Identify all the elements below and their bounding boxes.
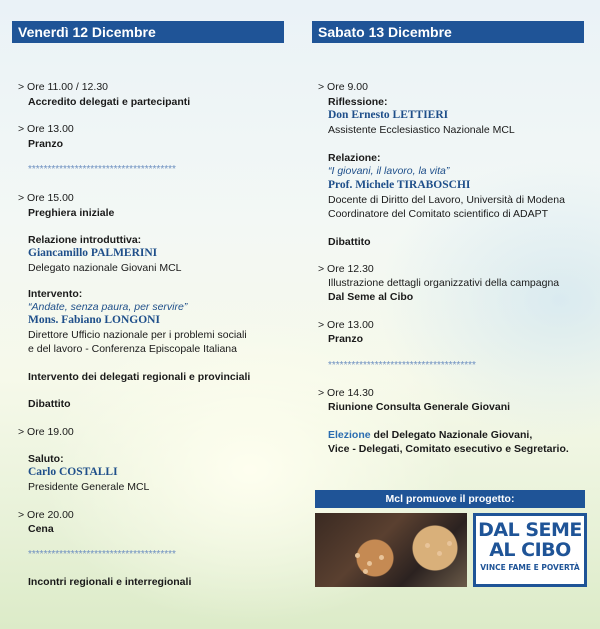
friday-time-1: > Ore 11.00 / 12.30	[18, 81, 108, 93]
seed-shape	[425, 543, 430, 548]
friday-relazione-person: Giancamillo PALMERINI	[28, 247, 158, 259]
elezione-rest: del Delegato Nazionale Giovani,	[370, 429, 533, 441]
friday-saluto-label: Saluto:	[28, 453, 64, 465]
seed-shape	[355, 553, 360, 558]
friday-time-5: > Ore 20.00	[18, 509, 74, 521]
hands-with-seeds-photo	[315, 513, 467, 587]
saturday-relazione-label: Relazione:	[328, 152, 381, 164]
seed-shape	[437, 551, 442, 556]
saturday-relazione-person: Prof. Michele TIRABOSCHI	[328, 179, 471, 191]
saturday-riflessione-label: Riflessione:	[328, 96, 388, 108]
logo-line-2: AL CIBO	[489, 539, 571, 561]
friday-incontri: Incontri regionali e interregionali	[28, 576, 192, 588]
friday-separator-2: **************************************	[28, 549, 176, 560]
saturday-desc-2a: Illustrazione dettagli organizzativi della campagna	[328, 277, 560, 289]
saturday-riflessione-person: Don Ernesto LETTIERI	[328, 109, 449, 121]
friday-separator-1: **************************************	[28, 164, 176, 175]
saturday-relazione-quote: “I giovani, il lavoro, la vita”	[328, 165, 450, 177]
friday-desc-2: Pranzo	[28, 138, 64, 150]
friday-intervento-quote: “Andate, senza paura, per servire”	[28, 301, 188, 313]
friday-time-3: > Ore 15.00	[18, 192, 74, 204]
saturday-header: Sabato 13 Dicembre	[312, 21, 584, 43]
saturday-desc-4: Riunione Consulta Generale Giovani	[328, 401, 511, 413]
saturday-time-3: > Ore 13.00	[318, 319, 374, 331]
dal-seme-al-cibo-logo	[473, 513, 587, 587]
friday-delegati: Intervento dei delegati regionali e provinciali	[28, 371, 251, 383]
seed-shape	[367, 561, 372, 566]
saturday-relazione-role-1: Docente di Diritto del Lavoro, Università di Modena	[328, 194, 565, 206]
seed-shape	[379, 555, 384, 560]
promo-header: Mcl promuove il progetto:	[315, 490, 585, 508]
friday-saluto-role: Presidente Generale MCL	[28, 481, 150, 493]
friday-desc-1: Accredito delegati e partecipanti	[28, 96, 191, 108]
friday-intervento-label: Intervento:	[28, 288, 83, 300]
friday-intervento-person: Mons. Fabiano LONGONI	[28, 314, 160, 326]
friday-saluto-person: Carlo COSTALLI	[28, 466, 118, 478]
saturday-separator: **************************************	[328, 360, 476, 371]
friday-relazione-label: Relazione introduttiva:	[28, 234, 142, 246]
saturday-elezione	[328, 428, 532, 442]
saturday-riflessione-role: Assistente Ecclesiastico Nazionale MCL	[328, 124, 515, 136]
friday-dibattito: Dibattito	[28, 398, 71, 410]
friday-time-2: > Ore 13.00	[18, 123, 74, 135]
saturday-time-4: > Ore 14.30	[318, 387, 374, 399]
seed-shape	[447, 541, 452, 546]
saturday-time-2: > Ore 12.30	[318, 263, 374, 275]
saturday-relazione-role-2: Coordinatore del Comitato scientifico di ADAPT	[328, 208, 549, 220]
seed-shape	[363, 569, 368, 574]
friday-desc-5: Cena	[28, 523, 54, 535]
logo-line-1: DAL SEME	[478, 519, 582, 541]
saturday-desc-3: Pranzo	[328, 333, 364, 345]
friday-relazione-role: Delegato nazionale Giovani MCL	[28, 262, 182, 274]
friday-desc-3: Preghiera iniziale	[28, 207, 115, 219]
friday-intervento-role-2: e del lavoro - Conferenza Episcopale Italiana	[28, 343, 237, 355]
friday-time-4: > Ore 19.00	[18, 426, 74, 438]
friday-intervento-role-1: Direttore Ufficio nazionale per i problemi sociali	[28, 329, 247, 341]
saturday-elezione-line-2: Vice - Delegati, Comitato esecutivo e Segretario.	[328, 443, 569, 455]
elezione-word: Elezione	[328, 429, 371, 441]
logo-tagline: VINCE FAME E POVERTÀ	[480, 563, 580, 572]
saturday-desc-2b: Dal Seme al Cibo	[328, 291, 414, 303]
saturday-time-1: > Ore 9.00	[318, 81, 368, 93]
saturday-dibattito: Dibattito	[328, 236, 371, 248]
friday-header: Venerdì 12 Dicembre	[12, 21, 284, 43]
